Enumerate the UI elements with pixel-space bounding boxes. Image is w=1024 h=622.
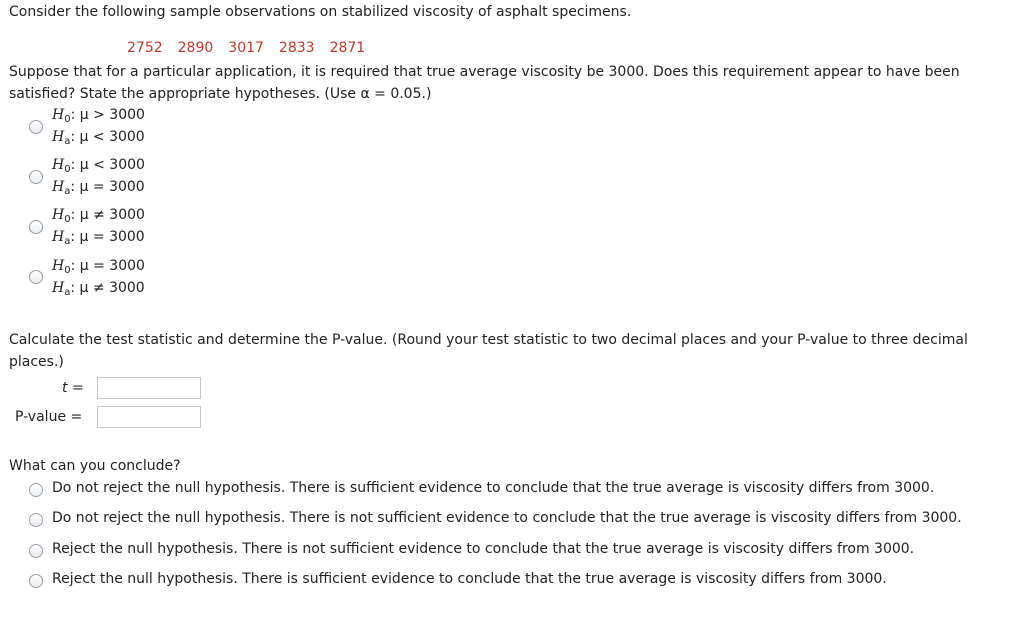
pvalue-label: P-value = [15, 409, 83, 425]
hypothesis-radio-1[interactable] [29, 120, 43, 134]
observation-value: 2871 [329, 40, 366, 56]
hypothesis-option-1 [52, 105, 145, 149]
alt-hypothesis: $H_a$: μ ≠ 3000 [52, 280, 145, 298]
conclusion-option-3: Reject the null hypothesis. There is not sufficient evidence to conclude that the true average is viscosity differs from 3000. [52, 541, 915, 557]
observation-value: 2833 [278, 40, 315, 56]
conclusion-option-2: Do not reject the null hypothesis. There is not sufficient evidence to conclude that the true average is viscosity differs from 3000. [52, 510, 962, 526]
t-label: t = [62, 380, 84, 396]
question1-line1: Suppose that for a particular application, it is required that true average viscosity be 3000. Does this requirement appear to have been [9, 64, 960, 80]
null-hypothesis: $H_0$: μ = 3000 [52, 258, 145, 276]
conclusion-radio-2[interactable] [29, 513, 43, 527]
intro-text: Consider the following sample observations on stabilized viscosity of asphalt specimens. [9, 4, 632, 20]
null-hypothesis: $H_0$: μ < 3000 [52, 157, 145, 175]
hypothesis-option-2 [52, 155, 145, 199]
observations [127, 40, 380, 56]
hypothesis-option-3 [52, 205, 145, 249]
hypothesis-radio-3[interactable] [29, 220, 43, 234]
conclusion-option-4: Reject the null hypothesis. There is sufficient evidence to conclude that the true average is viscosity differs from 3000. [52, 571, 887, 587]
null-hypothesis: $H_0$: μ > 3000 [52, 107, 145, 125]
hypothesis-option-4 [52, 256, 145, 300]
null-hypothesis: $H_0$: μ ≠ 3000 [52, 207, 145, 225]
question2-line1: Calculate the test statistic and determine the P-value. (Round your test statistic to two decimal places and your P-value to three decimal [9, 332, 968, 348]
conclusion-radio-1[interactable] [29, 483, 43, 497]
t-statistic-input[interactable] [97, 377, 201, 399]
observation-value: 3017 [228, 40, 264, 56]
pvalue-input[interactable] [97, 406, 201, 428]
conclusion-radio-3[interactable] [29, 544, 43, 558]
hypothesis-radio-2[interactable] [29, 170, 43, 184]
question2-line2: places.) [9, 354, 64, 370]
alt-hypothesis: $H_a$: μ = 3000 [52, 179, 145, 197]
question3-text: What can you conclude? [9, 458, 181, 474]
alt-hypothesis: $H_a$: μ < 3000 [52, 129, 145, 147]
conclusion-radio-4[interactable] [29, 574, 43, 588]
question1-line2: satisfied? State the appropriate hypotheses. (Use α = 0.05.) [9, 86, 432, 102]
observation-value: 2752 [127, 40, 163, 56]
observation-value: 2890 [177, 40, 214, 56]
alt-hypothesis: $H_a$: μ = 3000 [52, 229, 145, 247]
conclusion-option-1: Do not reject the null hypothesis. There is sufficient evidence to conclude that the true average is viscosity differs from 3000. [52, 480, 935, 496]
hypothesis-radio-4[interactable] [29, 270, 43, 284]
